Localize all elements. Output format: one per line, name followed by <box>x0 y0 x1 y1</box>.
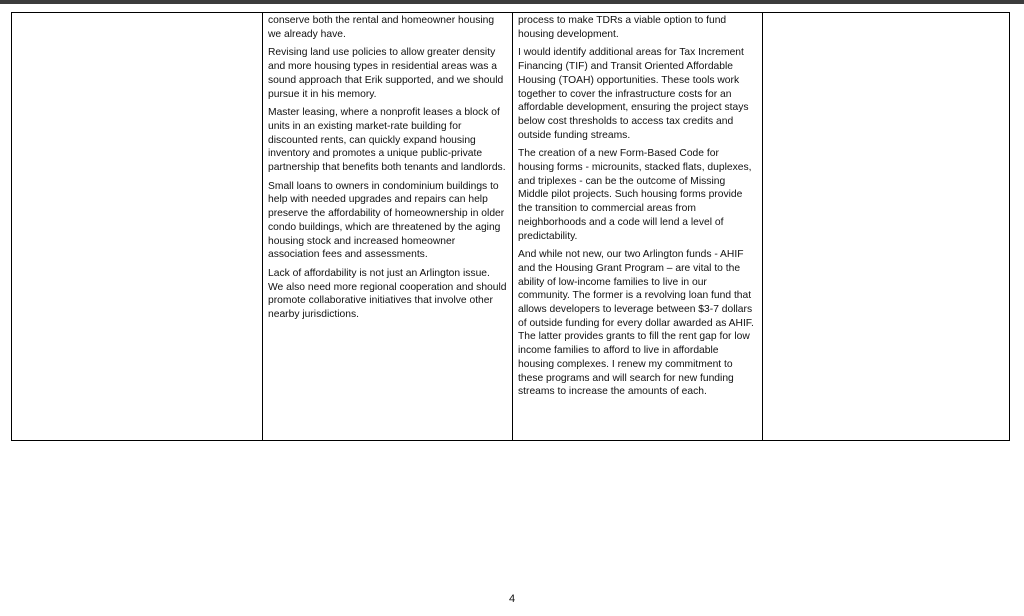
table-cell-column-3 <box>512 13 762 440</box>
paragraph-tdr-process: process to make TDRs a viable option to fund housing development. <box>518 15 727 40</box>
paragraph-form-based-code: The creation of a new Form-Based Code for housing forms - microunits, stacked flats, duplexes, and triplexes - can be the outcome of Missing Middle pilot projects. Such housing forms provide the transition to commercial areas from neighborhoods and a code will lend a level of predictability. <box>518 148 752 242</box>
page-number: 4 <box>508 593 516 605</box>
table-cell-column-2 <box>262 13 512 440</box>
table-cell-column-4 <box>762 13 1009 440</box>
document-table <box>11 12 1010 441</box>
paragraph-conserve-housing: conserve both the rental and homeowner housing we already have. <box>268 15 495 40</box>
paragraph-condo-loans: Small loans to owners in condominium buildings to help with needed upgrades and repairs can help preserve the affordability of homeownership in older condo buildings, which are threatened by the aging housing stock and increased homeowner association fees and assessments. <box>268 180 505 261</box>
paragraph-arlington-funds: And while not new, our two Arlington funds - AHIF and the Housing Grant Program – are vital to the ability of low-income families to live in our community. The former is a revolving loan fund that allows developers to leverage between $3-7 dollars of outside funding for every dollar awarded as AHIF. The latter provides grants to fill the rent gap for low income families to afford to live in affordable housing complexes. I renew my commitment to these programs and will search for new funding streams to increase the amounts of each. <box>518 249 754 398</box>
paragraph-tif-toah: I would identify additional areas for Tax Increment Financing (TIF) and Transit Oriented Affordable Housing (TOAH) opportunities. These tools work together to cover the infrastructure costs for an affordable development, ensuring the project stays below cost thresholds to access tax credits and outside funding streams. <box>518 47 749 141</box>
window-top-bar <box>0 0 1024 4</box>
paragraph-regional-cooperation: Lack of affordability is not just an Arlington issue. We also need more regional cooperation and should promote collaborative initiatives that involve other nearby jurisdictions. <box>268 267 507 321</box>
paragraph-master-leasing: Master leasing, where a nonprofit leases a block of units in an existing market-rate building for discounted rents, can quickly expand housing inventory and promotes a unique public-private partnership that benefits both tenants and landlords. <box>268 107 506 174</box>
table-cell-column-1 <box>12 13 262 440</box>
paragraph-land-use-policies: Revising land use policies to allow greater density and more housing types in residential areas was a sound approach that Erik supported, and we should pursue it in his memory. <box>268 47 504 100</box>
